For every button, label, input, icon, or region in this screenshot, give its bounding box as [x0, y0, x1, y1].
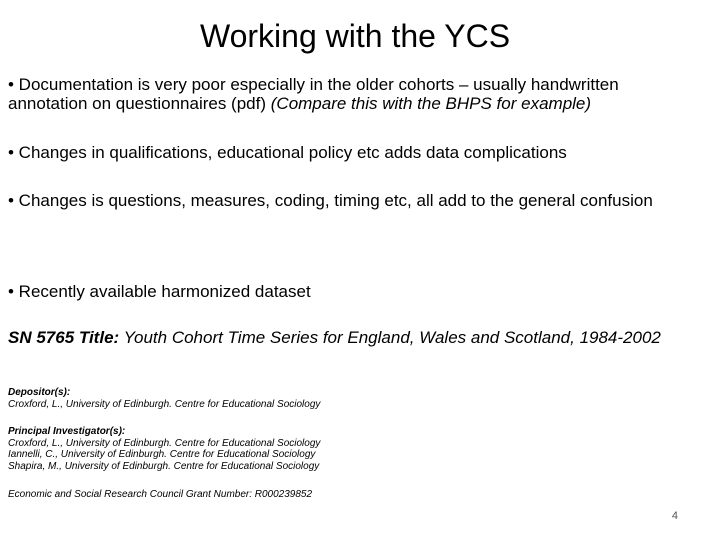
pi-label: Principal Investigator(s):	[8, 426, 126, 437]
page-number: 4	[671, 510, 678, 522]
depositor-line: Croxford, L., University of Edinburgh. Centre for Educational Sociology	[8, 398, 321, 410]
bullet-text: • Changes in qualifications, educational policy etc adds data complications	[8, 143, 567, 162]
bullet-text: • Changes is questions, measures, coding, timing etc, all add to the general confusion	[8, 191, 653, 210]
depositor-label: Depositor(s):	[8, 387, 71, 398]
bullet-qualifications	[8, 143, 698, 162]
pi-line: Shapira, M., University of Edinburgh. Centre for Educational Sociology	[8, 460, 320, 472]
bullet-harmonized-dataset	[8, 282, 698, 301]
grant-number: Economic and Social Research Council Grant Number: R000239852	[8, 489, 313, 500]
principal-investigator-block	[8, 426, 608, 472]
dataset-id-label: SN 5765 Title:	[8, 328, 120, 347]
bullet-documentation	[8, 75, 698, 113]
dataset-title: Youth Cohort Time Series for England, Wales and Scotland, 1984-2002	[123, 328, 661, 347]
bullet-text: • Recently available harmonized dataset	[8, 282, 311, 301]
pi-line: Croxford, L., University of Edinburgh. Centre for Educational Sociology	[8, 437, 321, 449]
bullet-emphasis: (Compare this with the BHPS for example)	[270, 94, 592, 113]
pi-line: Iannelli, C., University of Edinburgh. Centre for Educational Sociology	[8, 449, 316, 460]
slide-title: Working with the YCS	[199, 18, 511, 54]
depositor-block	[8, 387, 608, 410]
bullet-questions	[8, 191, 698, 210]
bullet-text: • Documentation is very poor especially in the older cohorts – usually handwritten annotation on questionnaires (pdf)	[8, 75, 619, 113]
dataset-title-block	[8, 328, 698, 347]
